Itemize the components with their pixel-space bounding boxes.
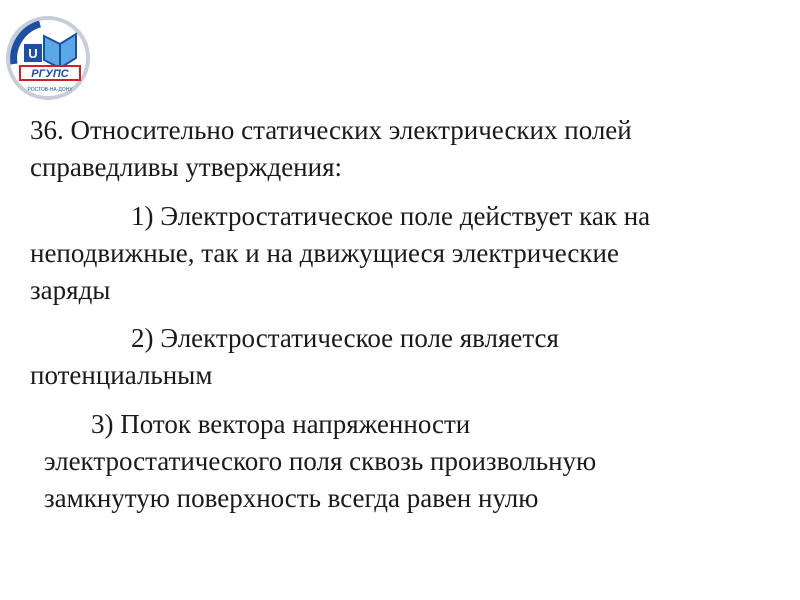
university-logo: [0, 14, 96, 100]
statement-2: [30, 320, 559, 394]
logo-emblem-icon: [0, 14, 96, 100]
statement-3: [44, 406, 596, 517]
statement-1: [30, 198, 650, 309]
statement-line: неподвижные, так и на движущиеся электрические: [30, 238, 619, 268]
statement-line: заряды: [30, 275, 111, 305]
statement-line: потенциальным: [30, 360, 213, 390]
svg-text:РОСТОВ-НА-ДОНУ: РОСТОВ-НА-ДОНУ: [27, 87, 73, 93]
question-line: 36. Относительно статических электрических полей: [30, 115, 632, 145]
statement-line: электростатического поля сквозь произвольную: [44, 446, 597, 476]
question-line: справедливы утверждения:: [30, 152, 343, 182]
statement-line: 3) Поток вектора напряженности: [91, 409, 471, 439]
statement-line: замкнутую поверхность всегда равен нулю: [44, 483, 539, 513]
statement-line: 1) Электростатическое поле действует как на: [131, 201, 651, 231]
statement-line: 2) Электростатическое поле является: [131, 323, 559, 353]
svg-text:РГУПС: РГУПС: [31, 68, 69, 80]
svg-text:U: U: [28, 46, 38, 61]
question-title: [30, 112, 632, 186]
